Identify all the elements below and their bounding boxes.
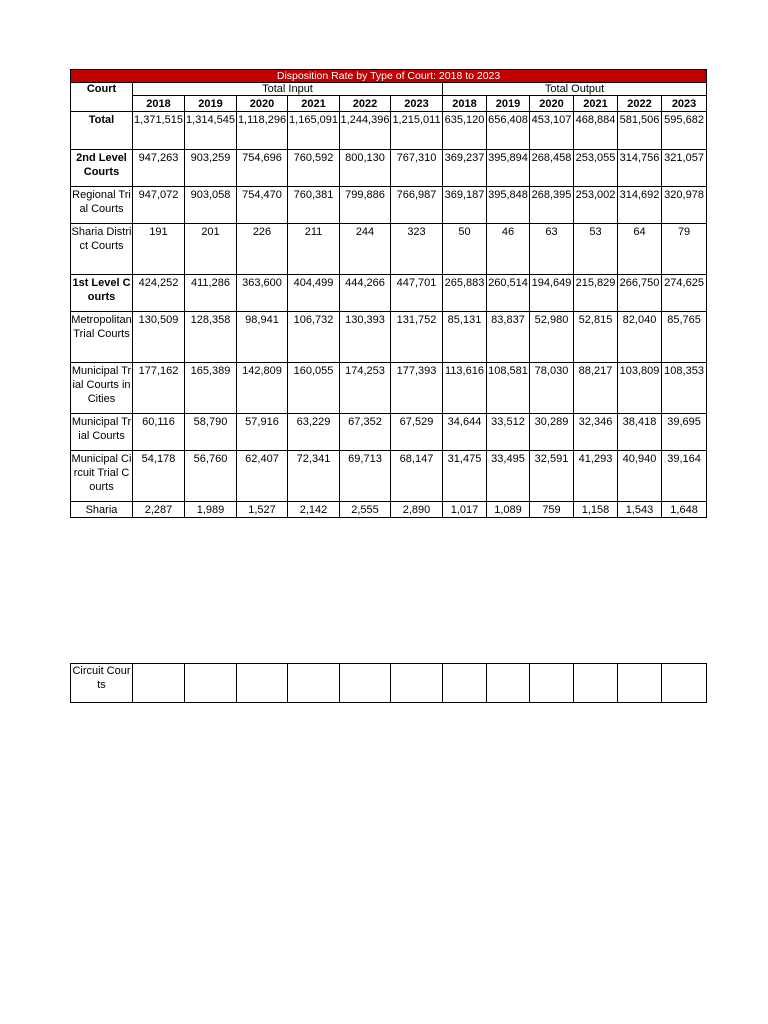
empty-cell (288, 664, 340, 703)
value-cell: 799,886 (340, 187, 391, 224)
value-cell: 581,506 (618, 112, 662, 150)
value-cell: 53 (574, 224, 618, 275)
year-header-input: 2021 (288, 96, 340, 112)
year-header-row (71, 96, 707, 112)
value-cell: 947,072 (133, 187, 185, 224)
value-cell: 424,252 (133, 275, 185, 312)
value-cell: 72,341 (288, 451, 340, 502)
value-cell: 165,389 (185, 363, 237, 414)
court-cell: Circuit Courts (71, 664, 133, 703)
value-cell: 395,848 (487, 187, 530, 224)
empty-cell (618, 664, 662, 703)
empty-cell (391, 664, 443, 703)
value-cell: 760,592 (288, 150, 340, 187)
value-cell: 314,692 (618, 187, 662, 224)
value-cell: 39,695 (662, 414, 707, 451)
value-cell: 1,089 (487, 502, 530, 518)
value-cell: 67,529 (391, 414, 443, 451)
value-cell: 34,644 (443, 414, 487, 451)
value-cell: 1,244,396 (340, 112, 391, 150)
value-cell: 130,393 (340, 312, 391, 363)
empty-cell (530, 664, 574, 703)
value-cell: 83,837 (487, 312, 530, 363)
value-cell: 1,118,296 (237, 112, 288, 150)
value-cell: 82,040 (618, 312, 662, 363)
value-cell: 411,286 (185, 275, 237, 312)
disposition-table (70, 69, 707, 518)
value-cell: 33,495 (487, 451, 530, 502)
value-cell: 268,458 (530, 150, 574, 187)
value-cell: 142,809 (237, 363, 288, 414)
value-cell: 265,883 (443, 275, 487, 312)
table-row (71, 112, 707, 150)
value-cell: 253,002 (574, 187, 618, 224)
year-header-output: 2021 (574, 96, 618, 112)
value-cell: 31,475 (443, 451, 487, 502)
value-cell: 85,765 (662, 312, 707, 363)
value-cell: 369,237 (443, 150, 487, 187)
value-cell: 131,752 (391, 312, 443, 363)
year-header-output: 2022 (618, 96, 662, 112)
value-cell: 30,289 (530, 414, 574, 451)
court-cell: 2nd Level Courts (71, 150, 133, 187)
court-cell: Regional Trial Courts (71, 187, 133, 224)
value-cell: 211 (288, 224, 340, 275)
table-row (71, 363, 707, 414)
value-cell: 57,916 (237, 414, 288, 451)
value-cell: 1,543 (618, 502, 662, 518)
year-header-input: 2023 (391, 96, 443, 112)
value-cell: 108,581 (487, 363, 530, 414)
value-cell: 88,217 (574, 363, 618, 414)
value-cell: 79 (662, 224, 707, 275)
empty-cell (133, 664, 185, 703)
value-cell: 226 (237, 224, 288, 275)
value-cell: 759 (530, 502, 574, 518)
table-row (71, 502, 707, 518)
value-cell: 63 (530, 224, 574, 275)
value-cell: 160,055 (288, 363, 340, 414)
court-cell: Municipal Trial Courts in Cities (71, 363, 133, 414)
value-cell: 68,147 (391, 451, 443, 502)
court-cell: Municipal Trial Courts (71, 414, 133, 451)
value-cell: 98,941 (237, 312, 288, 363)
value-cell: 63,229 (288, 414, 340, 451)
value-cell: 177,162 (133, 363, 185, 414)
value-cell: 54,178 (133, 451, 185, 502)
value-cell: 321,057 (662, 150, 707, 187)
continuation-table (70, 663, 707, 703)
empty-cell (487, 664, 530, 703)
table-row (71, 224, 707, 275)
year-header-input: 2022 (340, 96, 391, 112)
table-row (71, 275, 707, 312)
court-cell: 1st Level Courts (71, 275, 133, 312)
table-row (71, 664, 707, 703)
value-cell: 40,940 (618, 451, 662, 502)
value-cell: 767,310 (391, 150, 443, 187)
value-cell: 38,418 (618, 414, 662, 451)
empty-cell (237, 664, 288, 703)
value-cell: 201 (185, 224, 237, 275)
empty-cell (443, 664, 487, 703)
value-cell: 52,980 (530, 312, 574, 363)
value-cell: 253,055 (574, 150, 618, 187)
value-cell: 1,215,011 (391, 112, 443, 150)
court-cell: Total (71, 112, 133, 150)
year-header-input: 2019 (185, 96, 237, 112)
value-cell: 46 (487, 224, 530, 275)
empty-cell (185, 664, 237, 703)
court-cell: Sharia (71, 502, 133, 518)
value-cell: 395,894 (487, 150, 530, 187)
value-cell: 60,116 (133, 414, 185, 451)
value-cell: 754,696 (237, 150, 288, 187)
value-cell: 260,514 (487, 275, 530, 312)
value-cell: 754,470 (237, 187, 288, 224)
year-header-output: 2023 (662, 96, 707, 112)
value-cell: 369,187 (443, 187, 487, 224)
value-cell: 130,509 (133, 312, 185, 363)
value-cell: 2,142 (288, 502, 340, 518)
year-header-output: 2019 (487, 96, 530, 112)
value-cell: 1,017 (443, 502, 487, 518)
value-cell: 215,829 (574, 275, 618, 312)
value-cell: 266,750 (618, 275, 662, 312)
table-row (71, 187, 707, 224)
value-cell: 323 (391, 224, 443, 275)
table-row (71, 414, 707, 451)
value-cell: 2,890 (391, 502, 443, 518)
court-cell: Municipal Circuit Trial Courts (71, 451, 133, 502)
value-cell: 444,266 (340, 275, 391, 312)
value-cell: 64 (618, 224, 662, 275)
court-header: Court (71, 83, 133, 112)
empty-cell (340, 664, 391, 703)
value-cell: 1,165,091 (288, 112, 340, 150)
total-input-header: Total Input (133, 83, 443, 96)
empty-cell (574, 664, 618, 703)
value-cell: 404,499 (288, 275, 340, 312)
value-cell: 1,648 (662, 502, 707, 518)
value-cell: 194,649 (530, 275, 574, 312)
value-cell: 1,527 (237, 502, 288, 518)
value-cell: 103,809 (618, 363, 662, 414)
value-cell: 766,987 (391, 187, 443, 224)
value-cell: 453,107 (530, 112, 574, 150)
table-body (71, 112, 707, 518)
value-cell: 274,625 (662, 275, 707, 312)
value-cell: 2,287 (133, 502, 185, 518)
value-cell: 595,682 (662, 112, 707, 150)
value-cell: 191 (133, 224, 185, 275)
year-header-input: 2020 (237, 96, 288, 112)
year-header-output: 2020 (530, 96, 574, 112)
value-cell: 58,790 (185, 414, 237, 451)
value-cell: 268,395 (530, 187, 574, 224)
value-cell: 1,158 (574, 502, 618, 518)
value-cell: 363,600 (237, 275, 288, 312)
value-cell: 244 (340, 224, 391, 275)
value-cell: 2,555 (340, 502, 391, 518)
value-cell: 1,989 (185, 502, 237, 518)
value-cell: 174,253 (340, 363, 391, 414)
value-cell: 468,884 (574, 112, 618, 150)
value-cell: 106,732 (288, 312, 340, 363)
value-cell: 903,058 (185, 187, 237, 224)
value-cell: 69,713 (340, 451, 391, 502)
value-cell: 947,263 (133, 150, 185, 187)
table-row (71, 312, 707, 363)
value-cell: 177,393 (391, 363, 443, 414)
value-cell: 32,591 (530, 451, 574, 502)
value-cell: 760,381 (288, 187, 340, 224)
value-cell: 903,259 (185, 150, 237, 187)
value-cell: 314,756 (618, 150, 662, 187)
value-cell: 128,358 (185, 312, 237, 363)
value-cell: 85,131 (443, 312, 487, 363)
year-header-input: 2018 (133, 96, 185, 112)
value-cell: 320,978 (662, 187, 707, 224)
value-cell: 800,130 (340, 150, 391, 187)
value-cell: 67,352 (340, 414, 391, 451)
value-cell: 447,701 (391, 275, 443, 312)
empty-cell (662, 664, 707, 703)
table-row (71, 150, 707, 187)
value-cell: 635,120 (443, 112, 487, 150)
value-cell: 108,353 (662, 363, 707, 414)
year-header-output: 2018 (443, 96, 487, 112)
value-cell: 656,408 (487, 112, 530, 150)
value-cell: 113,616 (443, 363, 487, 414)
value-cell: 56,760 (185, 451, 237, 502)
court-cell: Sharia District Courts (71, 224, 133, 275)
value-cell: 62,407 (237, 451, 288, 502)
value-cell: 78,030 (530, 363, 574, 414)
table-title: Disposition Rate by Type of Court: 2018 to 2023 (71, 70, 707, 83)
table-row (71, 451, 707, 502)
value-cell: 33,512 (487, 414, 530, 451)
value-cell: 32,346 (574, 414, 618, 451)
value-cell: 1,314,545 (185, 112, 237, 150)
value-cell: 41,293 (574, 451, 618, 502)
value-cell: 52,815 (574, 312, 618, 363)
value-cell: 50 (443, 224, 487, 275)
value-cell: 39,164 (662, 451, 707, 502)
court-cell: Metropolitan Trial Courts (71, 312, 133, 363)
value-cell: 1,371,515 (133, 112, 185, 150)
total-output-header: Total Output (443, 83, 707, 96)
